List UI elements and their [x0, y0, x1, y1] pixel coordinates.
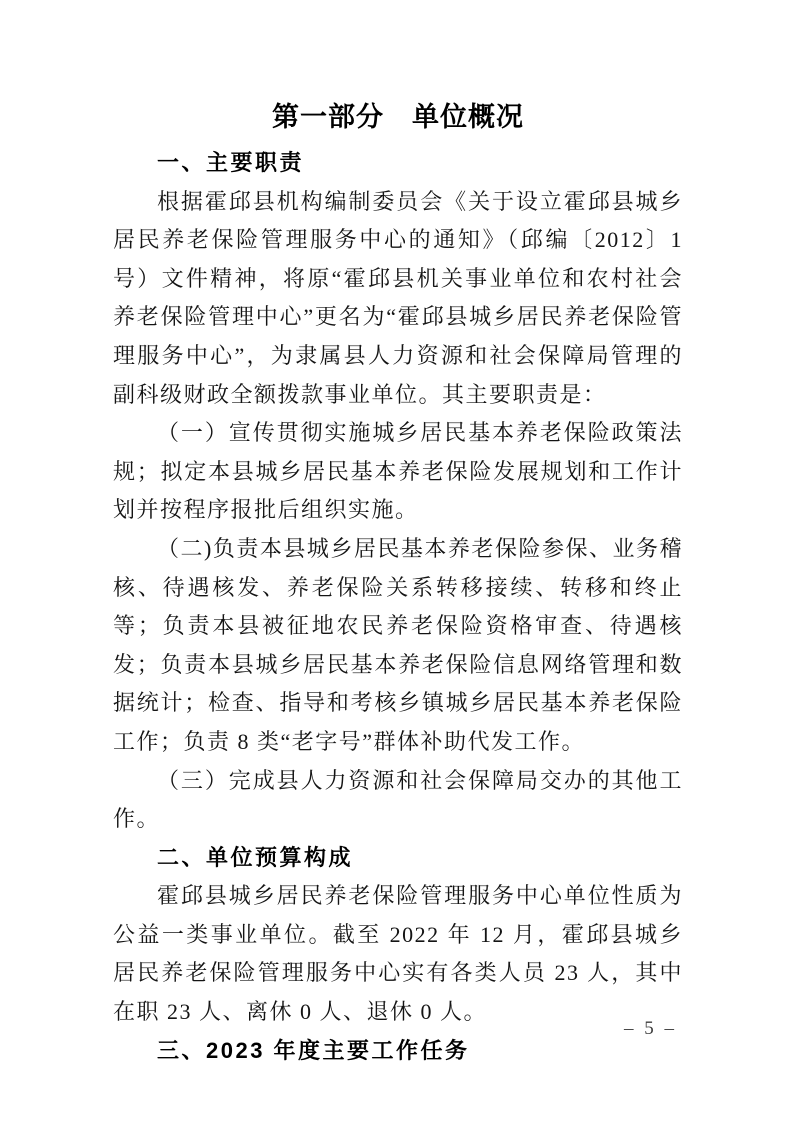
heading-budget-composition: 二、单位预算构成 — [157, 844, 354, 870]
paragraph-duty-3: （三）完成县人力资源和社会保障局交办的其他工作。 — [113, 767, 683, 832]
page-number: – 5 – — [624, 1018, 677, 1039]
page-title: 第一部分 单位概况 — [272, 102, 524, 132]
heading-2023-main-tasks: 三、2023 年度主要工作任务 — [157, 1037, 470, 1063]
document-body — [113, 96, 683, 1070]
paragraph-budget-composition: 霍邱县城乡居民养老保险管理服务中心单位性质为公益一类事业单位。截至 2022 年 12 月，霍邱县城乡居民养老保险管理服务中心实有各类人员 23 人，其中在职 23 人、离休 0 人、退休 0 人。 — [113, 883, 683, 1025]
paragraph-duty-1: （一）宣传贯彻实施城乡居民基本养老保险政策法规；拟定本县城乡居民基本养老保险发展规划和工作计划并按程序报批后组织实施。 — [113, 420, 683, 523]
paragraph-duty-2: （二)负责本县城乡居民基本养老保险参保、业务稽核、待遇核发、养老保险关系转移接续、转移和终止等；负责本县被征地农民养老保险资格审查、待遇核发；负责本县城乡居民基本养老保险信息网络管理和数据统计；检查、指导和考核乡镇城乡居民基本养老保险工作；负责 8 类“老字号”群体补助代发工作。 — [113, 535, 683, 754]
paragraph-establishment: 根据霍邱县机构编制委员会《关于设立霍邱县城乡居民养老保险管理服务中心的通知》（邱编〔2012〕1 号）文件精神，将原“霍邱县机关事业单位和农村社会养老保险管理中心”更名为“霍邱县城乡居民养老保险管理服务中心”，为隶属县人力资源和社会保障局管理的副科级财政全额拨款事业单位。其主要职责是： — [113, 188, 683, 407]
heading-main-duties: 一、主要职责 — [157, 150, 305, 175]
